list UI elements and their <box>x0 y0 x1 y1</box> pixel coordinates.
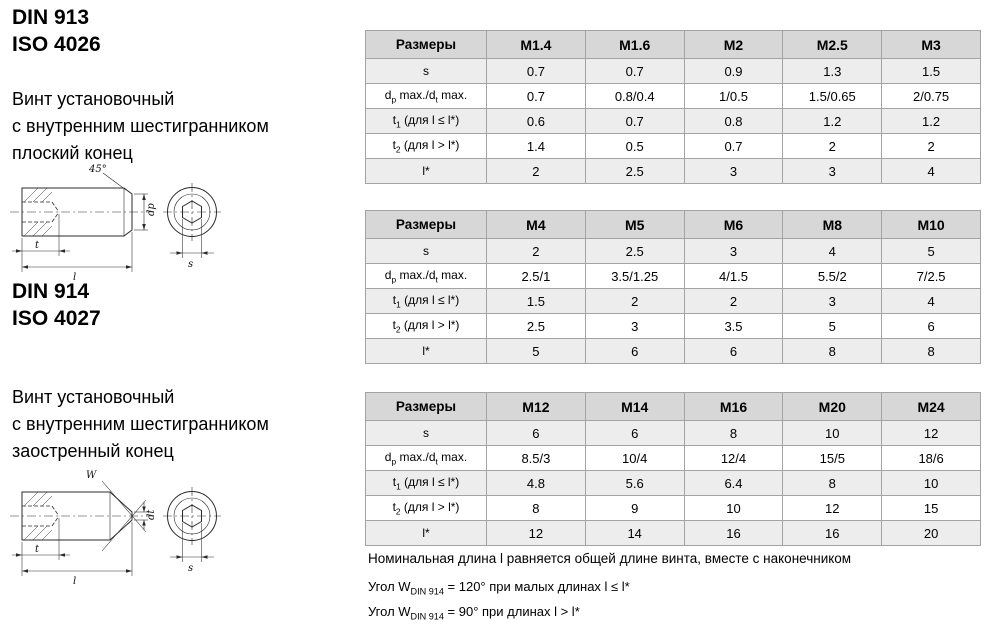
size-column-header: M12 <box>487 393 586 421</box>
din913-flat-point-drawing <box>6 160 241 284</box>
chamfer-angle-label: 45° <box>89 164 107 175</box>
value-cell: 9 <box>585 496 684 521</box>
size-column-header: M14 <box>585 393 684 421</box>
value-cell: 4 <box>882 289 981 314</box>
value-cell: 18/6 <box>882 446 981 471</box>
table-row <box>366 109 981 134</box>
size-column-header: M16 <box>684 393 783 421</box>
value-cell: 2.5 <box>487 314 586 339</box>
value-cell: 0.7 <box>487 84 586 109</box>
value-cell: 2 <box>487 159 586 184</box>
row-label: $t_2$ (для l > l*) <box>366 496 487 521</box>
din914-cone-point-drawing <box>6 464 241 588</box>
value-cell: 8 <box>783 471 882 496</box>
table-row <box>366 134 981 159</box>
value-cell: 0.9 <box>684 59 783 84</box>
row-label: $t_1$ (для l ≤ l*) <box>366 289 487 314</box>
standard-iso4026: ISO 4026 <box>12 33 101 56</box>
row-label: $t_1$ (для l ≤ l*) <box>366 109 487 134</box>
description-line: с внутренним шестигранником <box>12 414 269 434</box>
value-cell: 1.5 <box>882 59 981 84</box>
dimensions-table-m4-to-m10 <box>365 210 981 364</box>
dim-label-s: s <box>188 259 194 270</box>
size-column-header: M6 <box>684 211 783 239</box>
value-cell: 2 <box>487 239 586 264</box>
table-row <box>366 471 981 496</box>
table-header-row <box>366 31 981 59</box>
value-cell: 1.3 <box>783 59 882 84</box>
value-cell: 8 <box>684 421 783 446</box>
value-cell: 8.5/3 <box>487 446 586 471</box>
table-row <box>366 84 981 109</box>
value-cell: 8 <box>882 339 981 364</box>
description-line: плоский конец <box>12 143 133 163</box>
row-label: $t_2$ (для l > l*) <box>366 314 487 339</box>
standard-din913: DIN 913 <box>12 6 90 29</box>
description-line: заостренный конец <box>12 441 174 461</box>
din913-description <box>12 86 269 167</box>
value-cell: 1.5 <box>487 289 586 314</box>
size-column-header: M2.5 <box>783 31 882 59</box>
value-cell: 20 <box>882 521 981 546</box>
value-cell: 0.7 <box>487 59 586 84</box>
value-cell: 4.8 <box>487 471 586 496</box>
row-label: s <box>366 421 487 446</box>
row-label: s <box>366 239 487 264</box>
table-header-row <box>366 393 981 421</box>
value-cell: 0.8/0.4 <box>585 84 684 109</box>
value-cell: 10 <box>783 421 882 446</box>
value-cell: 2.5 <box>585 159 684 184</box>
size-column-header: M1.4 <box>487 31 586 59</box>
table-row <box>366 521 981 546</box>
dim-label-l: l <box>73 576 77 587</box>
sizes-label: Размеры <box>366 393 487 421</box>
note-nominal-length: Номинальная длина l равняется общей длине винта, вместе с наконечником <box>368 551 852 566</box>
size-column-header: M3 <box>882 31 981 59</box>
description-line: Винт установочный <box>12 89 175 109</box>
row-label: l* <box>366 521 487 546</box>
value-cell: 10 <box>882 471 981 496</box>
table-row <box>366 496 981 521</box>
size-column-header: M10 <box>882 211 981 239</box>
dim-label-dt: dt <box>146 509 157 520</box>
table-row <box>366 421 981 446</box>
value-cell: 0.7 <box>684 134 783 159</box>
table-row <box>366 239 981 264</box>
table-header-row <box>366 211 981 239</box>
value-cell: 3 <box>585 314 684 339</box>
value-cell: 12 <box>882 421 981 446</box>
table-row <box>366 264 981 289</box>
value-cell: 2 <box>783 134 882 159</box>
value-cell: 6 <box>585 421 684 446</box>
size-column-header: M1.6 <box>585 31 684 59</box>
dim-label-s: s <box>188 563 194 574</box>
value-cell: 5.6 <box>585 471 684 496</box>
value-cell: 0.6 <box>487 109 586 134</box>
size-column-header: M8 <box>783 211 882 239</box>
value-cell: 1.5/0.65 <box>783 84 882 109</box>
value-cell: 14 <box>585 521 684 546</box>
table-row <box>366 314 981 339</box>
value-cell: 3 <box>783 159 882 184</box>
value-cell: 8 <box>487 496 586 521</box>
dim-label-dp: dp <box>146 203 157 216</box>
row-label: l* <box>366 339 487 364</box>
size-column-header: M5 <box>585 211 684 239</box>
value-cell: 1.2 <box>783 109 882 134</box>
value-cell: 8 <box>783 339 882 364</box>
row-label: s <box>366 59 487 84</box>
din914-description <box>12 384 269 465</box>
value-cell: 3 <box>684 159 783 184</box>
value-cell: 6 <box>585 339 684 364</box>
standard-din914: DIN 914 <box>12 280 90 303</box>
note-angle-90: Угол $W_{DIN 914} = 90^\circ$ при длинах l > l* <box>368 604 580 622</box>
size-column-header: M24 <box>882 393 981 421</box>
value-cell: 7/2.5 <box>882 264 981 289</box>
value-cell: 4 <box>783 239 882 264</box>
value-cell: 3.5/1.25 <box>585 264 684 289</box>
value-cell: 16 <box>783 521 882 546</box>
value-cell: 4/1.5 <box>684 264 783 289</box>
din914-standards <box>12 278 101 332</box>
dimensions-table-m12-to-m24 <box>365 392 981 546</box>
value-cell: 2/0.75 <box>882 84 981 109</box>
value-cell: 2 <box>684 289 783 314</box>
size-column-header: M4 <box>487 211 586 239</box>
row-label: $t_2$ (для l > l*) <box>366 134 487 159</box>
dim-label-l: l <box>73 272 77 283</box>
row-label: $d_p$ $\max./d_t$ max. <box>366 264 487 289</box>
table-row <box>366 446 981 471</box>
value-cell: 6 <box>684 339 783 364</box>
value-cell: 1.2 <box>882 109 981 134</box>
value-cell: 15 <box>882 496 981 521</box>
value-cell: 2 <box>882 134 981 159</box>
value-cell: 5 <box>882 239 981 264</box>
row-label: $t_1$ (для l ≤ l*) <box>366 471 487 496</box>
value-cell: 12 <box>783 496 882 521</box>
standard-iso4027: ISO 4027 <box>12 307 101 330</box>
description-line: Винт установочный <box>12 387 175 407</box>
value-cell: 6 <box>882 314 981 339</box>
value-cell: 2.5 <box>585 239 684 264</box>
value-cell: 16 <box>684 521 783 546</box>
value-cell: 0.8 <box>684 109 783 134</box>
value-cell: 4 <box>882 159 981 184</box>
value-cell: 1/0.5 <box>684 84 783 109</box>
sizes-label: Размеры <box>366 31 487 59</box>
table-row <box>366 159 981 184</box>
dim-label-t: t <box>35 544 40 555</box>
note-angle-120: Угол $W_{DIN 914} = 120^\circ$ при малых длинах l ≤ l* <box>368 579 630 597</box>
din913-standards <box>12 4 101 58</box>
description-line: с внутренним шестигранником <box>12 116 269 136</box>
value-cell: 0.5 <box>585 134 684 159</box>
value-cell: 2.5/1 <box>487 264 586 289</box>
value-cell: 5 <box>487 339 586 364</box>
value-cell: 6.4 <box>684 471 783 496</box>
value-cell: 3.5 <box>684 314 783 339</box>
value-cell: 12 <box>487 521 586 546</box>
size-column-header: M2 <box>684 31 783 59</box>
value-cell: 3 <box>783 289 882 314</box>
size-column-header: M20 <box>783 393 882 421</box>
table-row <box>366 339 981 364</box>
row-label: l* <box>366 159 487 184</box>
value-cell: 6 <box>487 421 586 446</box>
table-row <box>366 289 981 314</box>
value-cell: 12/4 <box>684 446 783 471</box>
row-label: $d_p$ $\max./d_t$ max. <box>366 446 487 471</box>
cone-angle-label: W <box>86 470 97 481</box>
sizes-label: Размеры <box>366 211 487 239</box>
value-cell: 1.4 <box>487 134 586 159</box>
table-row <box>366 59 981 84</box>
value-cell: 0.7 <box>585 59 684 84</box>
value-cell: 10/4 <box>585 446 684 471</box>
value-cell: 3 <box>684 239 783 264</box>
dimensions-table-m1-4-to-m3 <box>365 30 981 184</box>
dim-label-t: t <box>35 240 40 251</box>
value-cell: 15/5 <box>783 446 882 471</box>
value-cell: 5 <box>783 314 882 339</box>
row-label: $d_p$ $\max./d_t$ max. <box>366 84 487 109</box>
value-cell: 2 <box>585 289 684 314</box>
value-cell: 5.5/2 <box>783 264 882 289</box>
value-cell: 0.7 <box>585 109 684 134</box>
value-cell: 10 <box>684 496 783 521</box>
